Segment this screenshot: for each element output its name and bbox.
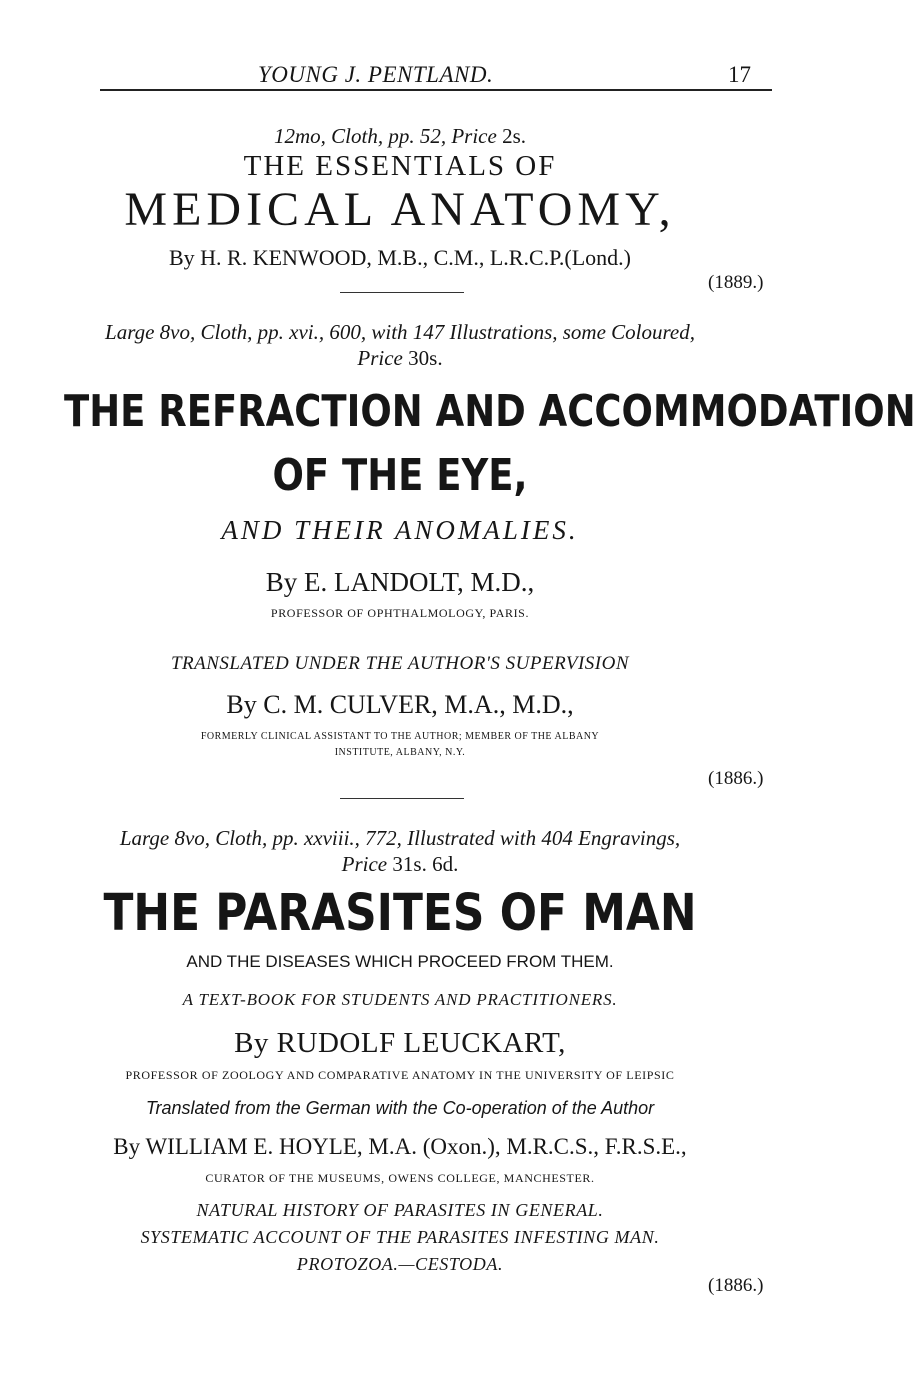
entry2-year: (1886.)	[708, 768, 764, 789]
entry3-contents-line2: SYSTEMATIC ACCOUNT OF THE PARASITES INFESTING MAN.	[140, 1227, 660, 1247]
entry2-title-line2: OF THE EYE,	[272, 450, 528, 501]
entry3-contents-line3: PROTOZOA.—CESTODA.	[296, 1254, 504, 1274]
entry3-tagline: A TEXT-BOOK FOR STUDENTS AND PRACTITIONERS.	[182, 990, 618, 1009]
entry3-subtitle: AND THE DISEASES WHICH PROCEED FROM THEM.	[186, 952, 614, 971]
entry2-format-line2	[0, 346, 800, 371]
entry3-translator: By WILLIAM E. HOYLE, M.A. (Oxon.), M.R.C.S., F.R.S.E.,	[113, 1134, 687, 1159]
entry3-translator-note: CURATOR OF THE MUSEUMS, OWENS COLLEGE, MANCHESTER.	[205, 1171, 595, 1185]
entry3-author: By RUDOLF LEUCKART,	[234, 1027, 566, 1059]
entry1-title-line2: MEDICAL ANATOMY,	[124, 183, 676, 236]
entry3-contents-line1: NATURAL HISTORY OF PARASITES IN GENERAL.	[196, 1200, 604, 1220]
entry2-divider	[340, 798, 464, 799]
entry3-title: THE PARASITES OF MAN	[103, 884, 697, 943]
entry3-translation-note: Translated from the German with the Co-operation of the Author	[145, 1098, 655, 1118]
entry1-year: (1889.)	[708, 272, 764, 293]
entry3-year: (1886.)	[708, 1275, 764, 1296]
entry2-translator-note-line1: FORMERLY CLINICAL ASSISTANT TO THE AUTHOR; MEMBER OF THE ALBANY	[200, 731, 600, 742]
entry1-author: By H. R. KENWOOD, M.B., C.M., L.R.C.P.(Lond.)	[168, 245, 632, 270]
entry2-subtitle: AND THEIR ANOMALIES.	[221, 515, 579, 545]
entry2-translator-note-line2: INSTITUTE, ALBANY, N.Y.	[334, 747, 466, 758]
entry3-author-note: PROFESSOR OF ZOOLOGY AND COMPARATIVE ANATOMY IN THE UNIVERSITY OF LEIPSIC	[125, 1068, 675, 1082]
entry2-author: By E. LANDOLT, M.D.,	[265, 567, 535, 597]
header-rule	[100, 89, 772, 91]
entry3-price: 31s. 6d.	[392, 852, 459, 876]
entry2-format-line1: Large 8vo, Cloth, pp. xvi., 600, with 147 Illustrations, some Coloured,	[105, 320, 695, 344]
entry2-price: 30s.	[408, 346, 443, 370]
entry1-format-prefix: 12mo, Cloth, pp. 52, Price	[273, 124, 503, 148]
entry3-format-line1: Large 8vo, Cloth, pp. xxviii., 772, Illustrated with 404 Engravings,	[119, 826, 681, 850]
entry2-translation-note: TRANSLATED UNDER THE AUTHOR'S SUPERVISION	[170, 653, 630, 674]
entry1-title-line1: THE ESSENTIALS OF	[243, 150, 557, 182]
entry2-author-note: PROFESSOR OF OPHTHALMOLOGY, PARIS.	[270, 606, 530, 620]
entry3-format-prefix: Price	[341, 852, 393, 876]
running-title: YOUNG J. PENTLAND.	[258, 62, 494, 87]
page-number: 17	[728, 62, 751, 87]
entry1-price: 2s.	[502, 124, 526, 148]
entry3-format-line2	[0, 852, 800, 877]
entry2-translator: By C. M. CULVER, M.A., M.D.,	[226, 690, 574, 719]
entry1-format	[0, 124, 800, 149]
entry2-format-prefix: Price	[357, 346, 409, 370]
entry2-title-line1: THE REFRACTION AND ACCOMMODATION	[64, 386, 916, 437]
entry1-divider	[340, 292, 464, 293]
